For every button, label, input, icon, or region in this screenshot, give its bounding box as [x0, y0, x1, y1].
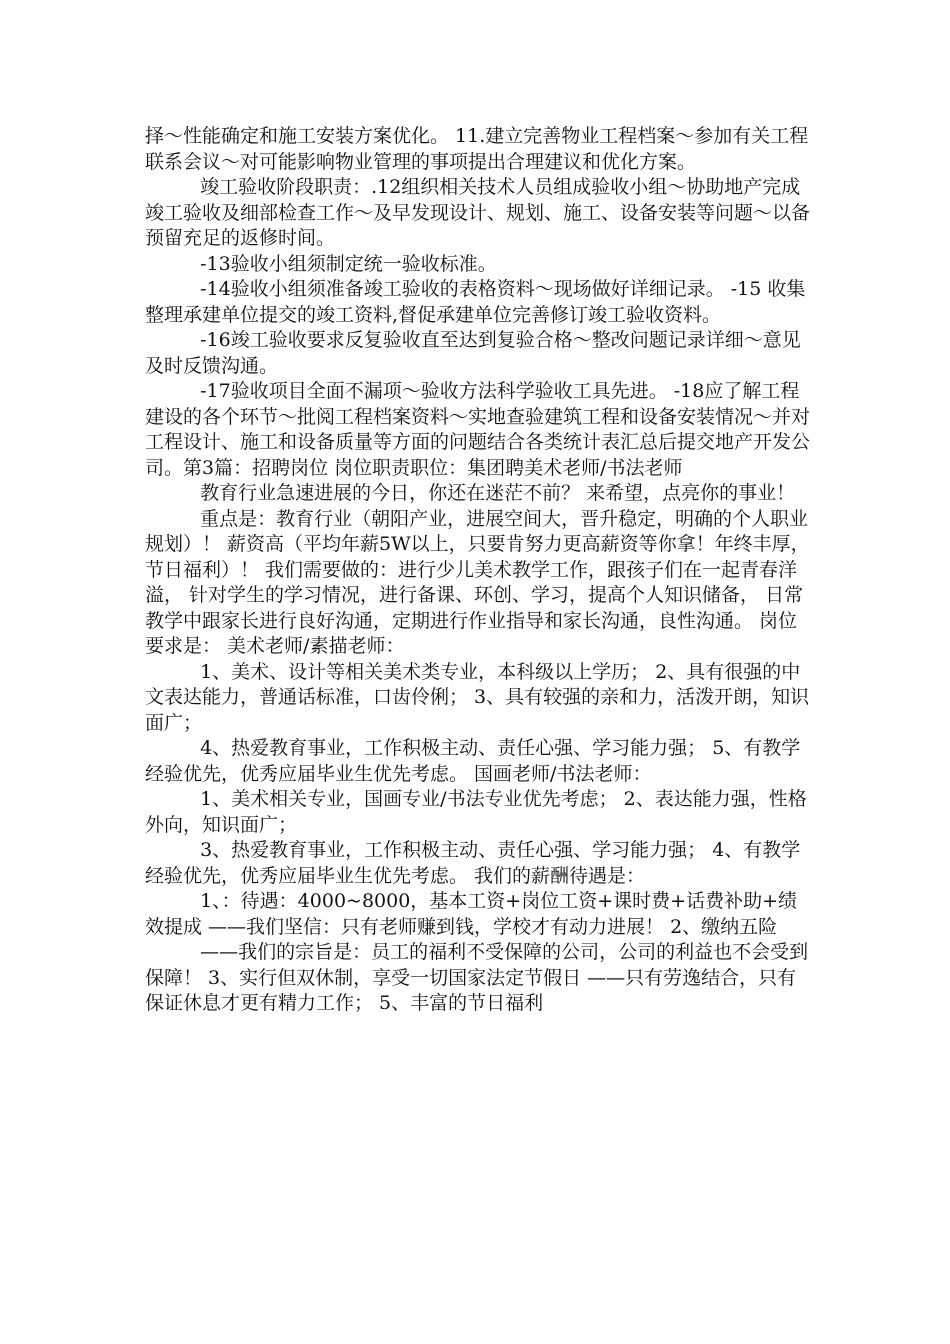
paragraph-8: 重点是：教育行业（朝阳产业，进展空间大，晋升稳定，明确的个人职业规划）！ 薪资高（平均年薪5W以上，只要肯努力更高薪资等你拿！年终丰厚，节日福利）！ 我们需要做的：进行少儿美术教学工作，跟孩子们在一起青春洋溢， 针对学生的学习情况，进行备课、环创、学习，提高个人知识储备， 日常教学中跟家长进行良好沟通，定期进行作业指导和家长沟通，良性沟通。 岗位要求是： 美术老师/素描老师：: [145, 507, 810, 657]
document-body: [145, 124, 813, 1017]
paragraph-14: ——我们的宗旨是：员工的福利不受保障的公司，公司的利益也不会受到保障！ 3、实行但双休制，享受一切国家法定节假日 ——只有劳逸结合，只有保证休息才更有精力工作； 5、丰富的节日福利: [145, 941, 809, 1014]
paragraph-6: -17验收项目全面不漏项～验收方法科学验收工具先进。 -18应了解工程建设的各个环节～批阅工程档案资料～实地查验建筑工程和设备安装情况～并对工程设计、施工和设备质量等方面的问题结合各类统计表汇总后提交地产开发公司。第3篇：招聘岗位 岗位职责职位：集团聘美术老师/书法老师: [145, 380, 811, 479]
paragraph-10: 4、热爱教育事业，工作积极主动、责任心强、学习能力强； 5、有教学经验优先，优秀应届毕业生优先考虑。 国画老师/书法老师：: [145, 737, 801, 785]
paragraph-12: 3、热爱教育事业，工作积极主动、责任心强、学习能力强； 4、有教学经验优先，优秀应届毕业生优先考虑。 我们的薪酬待遇是：: [145, 839, 801, 887]
paragraph-9: 1、美术、设计等相关美术类专业，本科级以上学历； 2、具有很强的中文表达能力，普通话标准，口齿伶俐； 3、具有较强的亲和力，活泼开朗，知识面广；: [145, 660, 810, 734]
paragraph-4: -14验收小组须准备竣工验收的表格资料～现场做好详细记录。 -15 收集整理承建单位提交的竣工资料,督促承建单位完善修订竣工验收资料。: [145, 278, 806, 326]
paragraph-3: -13验收小组须制定统一验收标准。: [200, 252, 497, 275]
paragraph-1: 择～性能确定和施工安装方案优化。 11.建立完善物业工程档案～参加有关工程联系会议～对可能影响物业管理的事项提出合理建议和优化方案。: [145, 125, 809, 173]
paragraph-11: 1、美术相关专业，国画专业/书法专业优先考虑； 2、表达能力强，性格外向，知识面广；: [145, 788, 807, 836]
paragraph-13: 1、：待遇：4000~8000，基本工资+岗位工资+课时费+话费补助+绩效提成 ——我们坚信：只有老师赚到钱，学校才有动力进展！ 2、缴纳五险: [145, 890, 797, 938]
paragraph-2: 竣工验收阶段职责：.12组织相关技术人员组成验收小组～协助地产完成竣工验收及细部检查工作～及早发现设计、规划、施工、设备安装等问题～以备预留充足的返修时间。: [145, 176, 811, 249]
paragraph-5: -16竣工验收要求反复验收直至达到复验合格～整改问题记录详细～意见及时反馈沟通。: [145, 329, 801, 377]
paragraph-7: 教育行业急速进展的今日，你还在迷茫不前？ 来希望，点亮你的事业！: [200, 482, 796, 504]
